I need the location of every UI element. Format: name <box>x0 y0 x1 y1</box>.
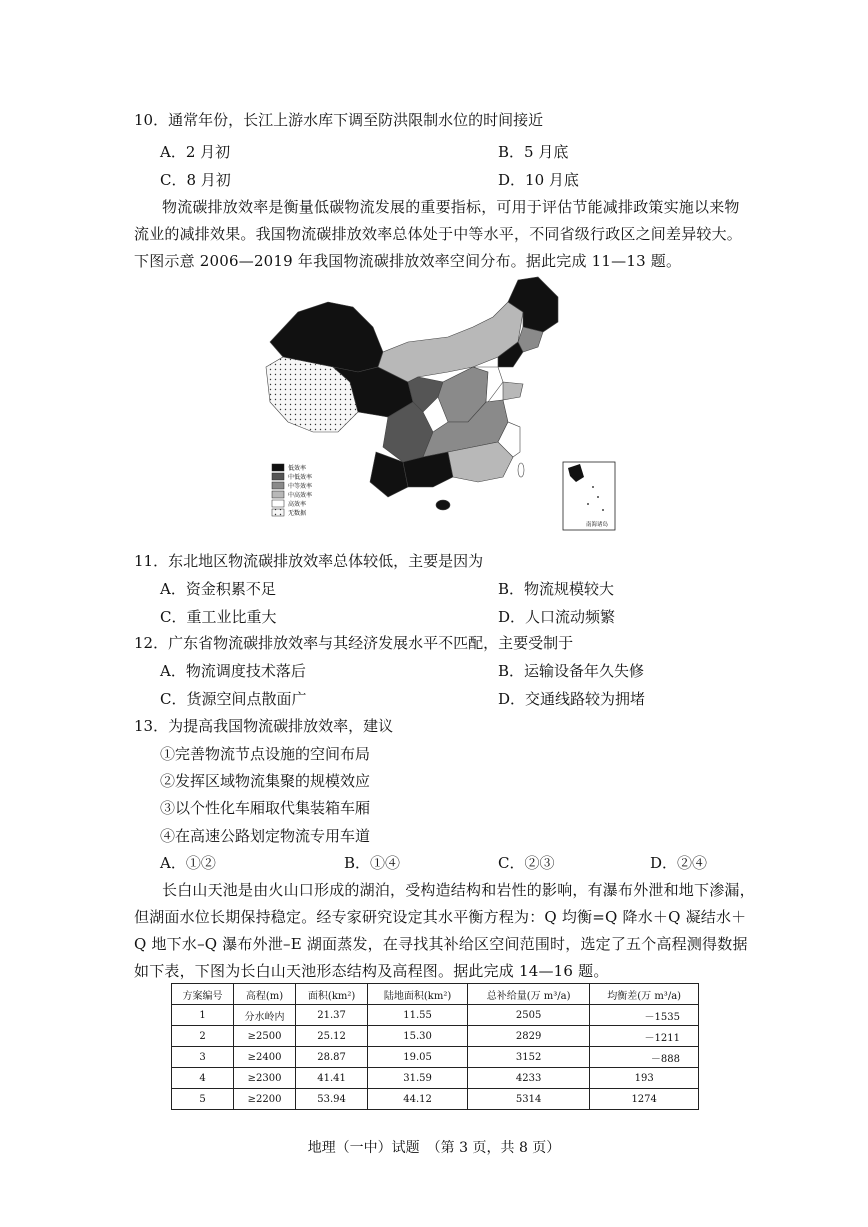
map-legend <box>272 464 312 517</box>
legend-label-mid-high: 中高效率 <box>288 492 313 499</box>
q11-stem: 11．东北地区物流碳排放效率总体较低，主要是因为 <box>134 552 484 570</box>
table-cell: 3 <box>172 1047 234 1068</box>
q10-option-c: C．8 月初 <box>160 171 231 189</box>
q10-option-d: D．10 月底 <box>498 171 579 189</box>
q12-stem: 12．广东省物流碳排放效率与其经济发展水平不匹配，主要受制于 <box>134 634 574 652</box>
intro2-line-1: 长白山天池是由火山口形成的湖泊，受构造结构和岩性的影响，有瀑布外泄和地下渗漏， <box>162 881 755 899</box>
table-header: 均衡差(万 m³/a) <box>590 984 699 1005</box>
q13-option-a: A．①② <box>160 854 216 872</box>
table-cell: －1535 <box>590 1005 699 1026</box>
table-header: 陆地面积(km²) <box>368 984 468 1005</box>
q13-option-d: D．②④ <box>650 854 708 872</box>
table-cell: 1274 <box>590 1089 699 1110</box>
table-cell: ≥2200 <box>234 1089 296 1110</box>
q11-option-c: C．重工业比重大 <box>160 608 277 626</box>
region-inner-mongolia <box>378 302 523 382</box>
q12-option-d: D．交通线路较为拥堵 <box>498 690 646 708</box>
table-cell: 分水岭内 <box>234 1005 296 1026</box>
q10-option-a: A．2 月初 <box>160 143 231 161</box>
table-row <box>172 1026 699 1047</box>
legend-swatch-low <box>272 464 284 471</box>
legend-swatch-high <box>272 500 284 507</box>
intro1-line-1: 物流碳排放效率是衡量低碳物流发展的重要指标，可用于评估节能减排政策实施以来物 <box>162 198 740 216</box>
table-cell: －1211 <box>590 1026 699 1047</box>
q10-stem: 10．通常年份，长江上游水库下调至防洪限制水位的时间接近 <box>134 111 544 129</box>
region-hainan <box>436 500 450 510</box>
intro2-line-3: Q 地下水–Q 瀑布外泄–E 湖面蒸发，在寻找其补给区空间范围时，选定了五个高程测得数据 <box>134 935 748 953</box>
legend-label-high: 高效率 <box>288 501 307 508</box>
table-cell: 28.87 <box>296 1047 368 1068</box>
table-cell: 31.59 <box>368 1068 468 1089</box>
table-cell: 2829 <box>467 1026 589 1047</box>
table-cell: －888 <box>590 1047 699 1068</box>
legend-swatch-mid <box>272 482 284 489</box>
legend-label-mid-low: 中低效率 <box>288 474 313 481</box>
table-row <box>172 1089 699 1110</box>
q13-item-4: ④在高速公路划定物流专用车道 <box>160 827 371 845</box>
inset-label: 南海诸岛 <box>586 522 609 528</box>
intro2-line-2: 但湖面水位长期保持稳定。经专家研究设定其水平衡方程为：Q 均衡=Q 降水＋Q 凝结水＋ <box>134 908 747 926</box>
table-cell: 4 <box>172 1068 234 1089</box>
q13-item-2: ②发挥区域物流集聚的规模效应 <box>160 772 371 790</box>
table-cell: 21.37 <box>296 1005 368 1026</box>
region-shandong <box>503 382 523 400</box>
legend-label-mid: 中等效率 <box>288 483 313 490</box>
table-header: 方案编号 <box>172 984 234 1005</box>
table-cell: 1 <box>172 1005 234 1026</box>
table-cell: ≥2400 <box>234 1047 296 1068</box>
page-footer: 地理（一中）试题 （第 3 页，共 8 页） <box>307 1140 561 1156</box>
table-cell: ≥2500 <box>234 1026 296 1047</box>
intro2-line-4: 如下表，下图为长白山天池形态结构及高程图。据此完成 14—16 题。 <box>134 962 609 980</box>
table-header-row <box>172 984 699 1005</box>
legend-swatch-mid-high <box>272 491 284 498</box>
q13-stem: 13．为提高我国物流碳排放效率，建议 <box>134 717 394 735</box>
table-header: 面积(km²) <box>296 984 368 1005</box>
table-row <box>172 1005 699 1026</box>
intro1-line-3: 下图示意 2006—2019 年我国物流碳排放效率空间分布。据此完成 11—13 题。 <box>134 252 682 270</box>
q13-item-1: ①完善物流节点设施的空间布局 <box>160 745 371 763</box>
q13-item-3: ③以个性化车厢取代集装箱车厢 <box>160 799 371 817</box>
legend-swatch-mid-low <box>272 473 284 480</box>
table-cell: 19.05 <box>368 1047 468 1068</box>
intro1-line-2: 流业的减排效果。我国物流碳排放效率总体处于中等水平，不同省级行政区之间差异较大。 <box>134 225 743 243</box>
table-row <box>172 1068 699 1089</box>
q12-option-c: C．货源空间点散面广 <box>160 690 307 708</box>
table-cell: 3152 <box>467 1047 589 1068</box>
legend-label-no-data: 无数据 <box>288 510 307 517</box>
table-header: 总补给量(万 m³/a) <box>467 984 589 1005</box>
table-cell: 53.94 <box>296 1089 368 1110</box>
table-row <box>172 1047 699 1068</box>
table-header: 高程(m) <box>234 984 296 1005</box>
q13-option-b: B．①④ <box>344 854 401 872</box>
table-cell: 4233 <box>467 1068 589 1089</box>
q11-option-d: D．人口流动频繁 <box>498 608 616 626</box>
table-cell: 2505 <box>467 1005 589 1026</box>
q11-option-a: A．资金积累不足 <box>160 580 276 598</box>
table-cell: 41.41 <box>296 1068 368 1089</box>
table-cell: 25.12 <box>296 1026 368 1047</box>
table-cell: 11.55 <box>368 1005 468 1026</box>
table-cell: 15.30 <box>368 1026 468 1047</box>
china-carbon-efficiency-map <box>258 272 630 534</box>
table-cell: 2 <box>172 1026 234 1047</box>
table-cell: 193 <box>590 1068 699 1089</box>
table-cell: ≥2300 <box>234 1068 296 1089</box>
q11-option-b: B．物流规模较大 <box>498 580 615 598</box>
table-cell: 44.12 <box>368 1089 468 1110</box>
q10-option-b: B．5 月底 <box>498 143 569 161</box>
q13-option-c: C．②③ <box>498 854 555 872</box>
region-taiwan <box>518 463 524 477</box>
legend-swatch-no-data <box>272 509 284 516</box>
legend-label-low: 低效率 <box>288 465 307 472</box>
south-china-sea-inset <box>563 462 615 530</box>
elevation-data-table <box>171 983 699 1110</box>
q12-option-a: A．物流调度技术落后 <box>160 662 306 680</box>
table-cell: 5314 <box>467 1089 589 1110</box>
table-cell: 5 <box>172 1089 234 1110</box>
q12-option-b: B．运输设备年久失修 <box>498 662 645 680</box>
